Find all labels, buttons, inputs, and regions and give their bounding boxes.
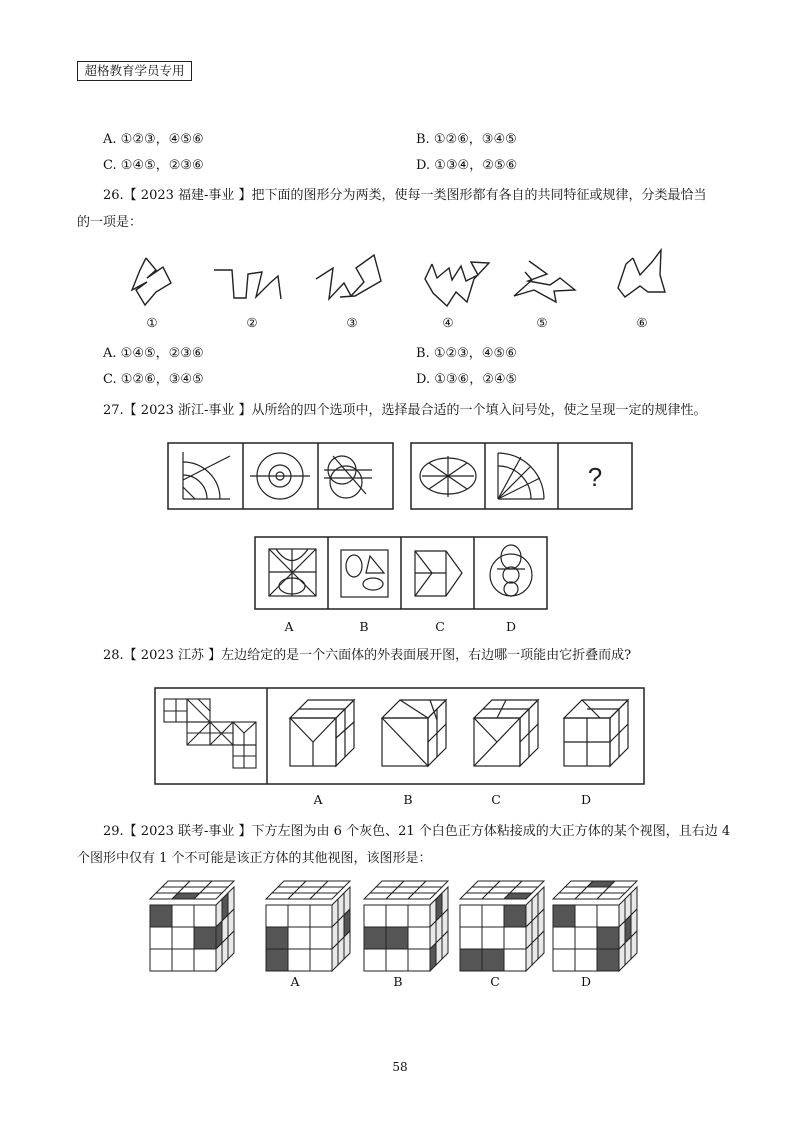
- option-label-d: D: [505, 619, 517, 634]
- q29-cube-given: [150, 881, 234, 971]
- cube-front-face: [386, 927, 408, 949]
- figure-label-6: ⑥: [636, 315, 648, 330]
- option-label-c: C: [435, 619, 445, 634]
- option-a: A. ①②③，④⑤⑥: [103, 132, 204, 147]
- option-d: D. ①③⑥，②④⑤: [416, 372, 518, 387]
- option-label-d: D: [580, 974, 592, 989]
- cube-front-face: [266, 905, 288, 927]
- q29-cube-a: [266, 881, 350, 971]
- option-label-d: D: [580, 792, 592, 807]
- cube-front-face: [194, 949, 216, 971]
- q29-cube-b: [364, 881, 448, 971]
- cube-front-face: [504, 927, 526, 949]
- cube-front-face: [310, 949, 332, 971]
- option-label-a: A: [290, 974, 300, 989]
- brand-label: 超格教育学员专用: [77, 61, 192, 81]
- cube-front-face: [575, 949, 597, 971]
- option-label-a: A: [313, 792, 323, 807]
- option-label-c: C: [490, 974, 500, 989]
- cube-front-face: [172, 905, 194, 927]
- cube-front-face: [288, 927, 310, 949]
- option-a: A. ①④⑤，②③⑥: [103, 346, 204, 361]
- cube-front-face: [288, 905, 310, 927]
- cube-front-face: [386, 949, 408, 971]
- q27-stem: 27.【 2023 浙江-事业 】从所给的四个选项中，选择最合适的一个填入问号处，使之呈现一定的规律性。: [103, 403, 707, 418]
- option-b: B. ①②⑥，③④⑤: [416, 132, 517, 147]
- option-label-a: A: [284, 619, 294, 634]
- option-d: D. ①③④，②⑤⑥: [416, 158, 518, 173]
- option-c: C. ①④⑤，②③⑥: [103, 158, 204, 173]
- cube-front-face: [553, 905, 575, 927]
- cube-front-face: [597, 927, 619, 949]
- cube-front-face: [364, 905, 386, 927]
- q29-cube-d: [553, 881, 637, 971]
- cube-front-face: [194, 927, 216, 949]
- cube-front-face: [150, 927, 172, 949]
- cube-front-face: [310, 905, 332, 927]
- cube-front-face: [288, 949, 310, 971]
- cube-front-face: [460, 927, 482, 949]
- figure-label-4: ④: [442, 315, 454, 330]
- cube-front-face: [597, 905, 619, 927]
- cube-front-face: [575, 927, 597, 949]
- q28-stem: 28.【 2023 江苏 】左边给定的是一个六面体的外表面展开图，右边哪一项能由它折叠而成?: [103, 648, 632, 663]
- figure-label-1: ①: [146, 315, 158, 330]
- cube-front-face: [460, 905, 482, 927]
- cube-front-face: [266, 949, 288, 971]
- q29-stem-line2: 个图形中仅有 1 个不可能是该正方体的其他视图，该图形是：: [77, 851, 432, 866]
- option-c: C. ①②⑥，③④⑤: [103, 372, 204, 387]
- cube-front-face: [504, 949, 526, 971]
- cube-front-face: [460, 949, 482, 971]
- cube-front-face: [575, 905, 597, 927]
- cube-front-face: [310, 927, 332, 949]
- page-number: 58: [392, 1060, 408, 1074]
- option-label-c: C: [491, 792, 501, 807]
- cube-front-face: [194, 905, 216, 927]
- question-mark: ?: [587, 462, 603, 492]
- cube-front-face: [408, 949, 430, 971]
- cube-front-face: [553, 927, 575, 949]
- option-label-b: B: [403, 792, 413, 807]
- figure-label-3: ③: [346, 315, 358, 330]
- figure-label-2: ②: [246, 315, 258, 330]
- cube-front-face: [482, 949, 504, 971]
- cube-front-face: [408, 905, 430, 927]
- cube-front-face: [364, 949, 386, 971]
- q29-stem-line1: 29.【 2023 联考-事业 】下方左图为由 6 个灰色、21 个白色正方体粘接成的大正方体的某个视图，且右边 4: [103, 824, 731, 839]
- cube-front-face: [408, 927, 430, 949]
- cube-front-face: [482, 927, 504, 949]
- cube-front-face: [150, 905, 172, 927]
- figure-label-5: ⑤: [536, 315, 548, 330]
- q26-stem-line1: 26.【 2023 福建-事业 】把下面的图形分为两类，使每一类图形都有各自的共同特征或规律，分类最恰当: [103, 188, 707, 203]
- cube-front-face: [482, 905, 504, 927]
- cube-front-face: [150, 949, 172, 971]
- cube-front-face: [266, 927, 288, 949]
- cube-front-face: [553, 949, 575, 971]
- cube-front-face: [504, 905, 526, 927]
- cube-front-face: [172, 927, 194, 949]
- q26-stem-line2: 的一项是：: [77, 215, 143, 230]
- cube-front-face: [364, 927, 386, 949]
- cube-front-face: [597, 949, 619, 971]
- option-b: B. ①②③，④⑤⑥: [416, 346, 517, 361]
- option-label-b: B: [393, 974, 403, 989]
- cube-front-face: [386, 905, 408, 927]
- option-label-b: B: [359, 619, 369, 634]
- cube-front-face: [172, 949, 194, 971]
- q29-cube-c: [460, 881, 544, 971]
